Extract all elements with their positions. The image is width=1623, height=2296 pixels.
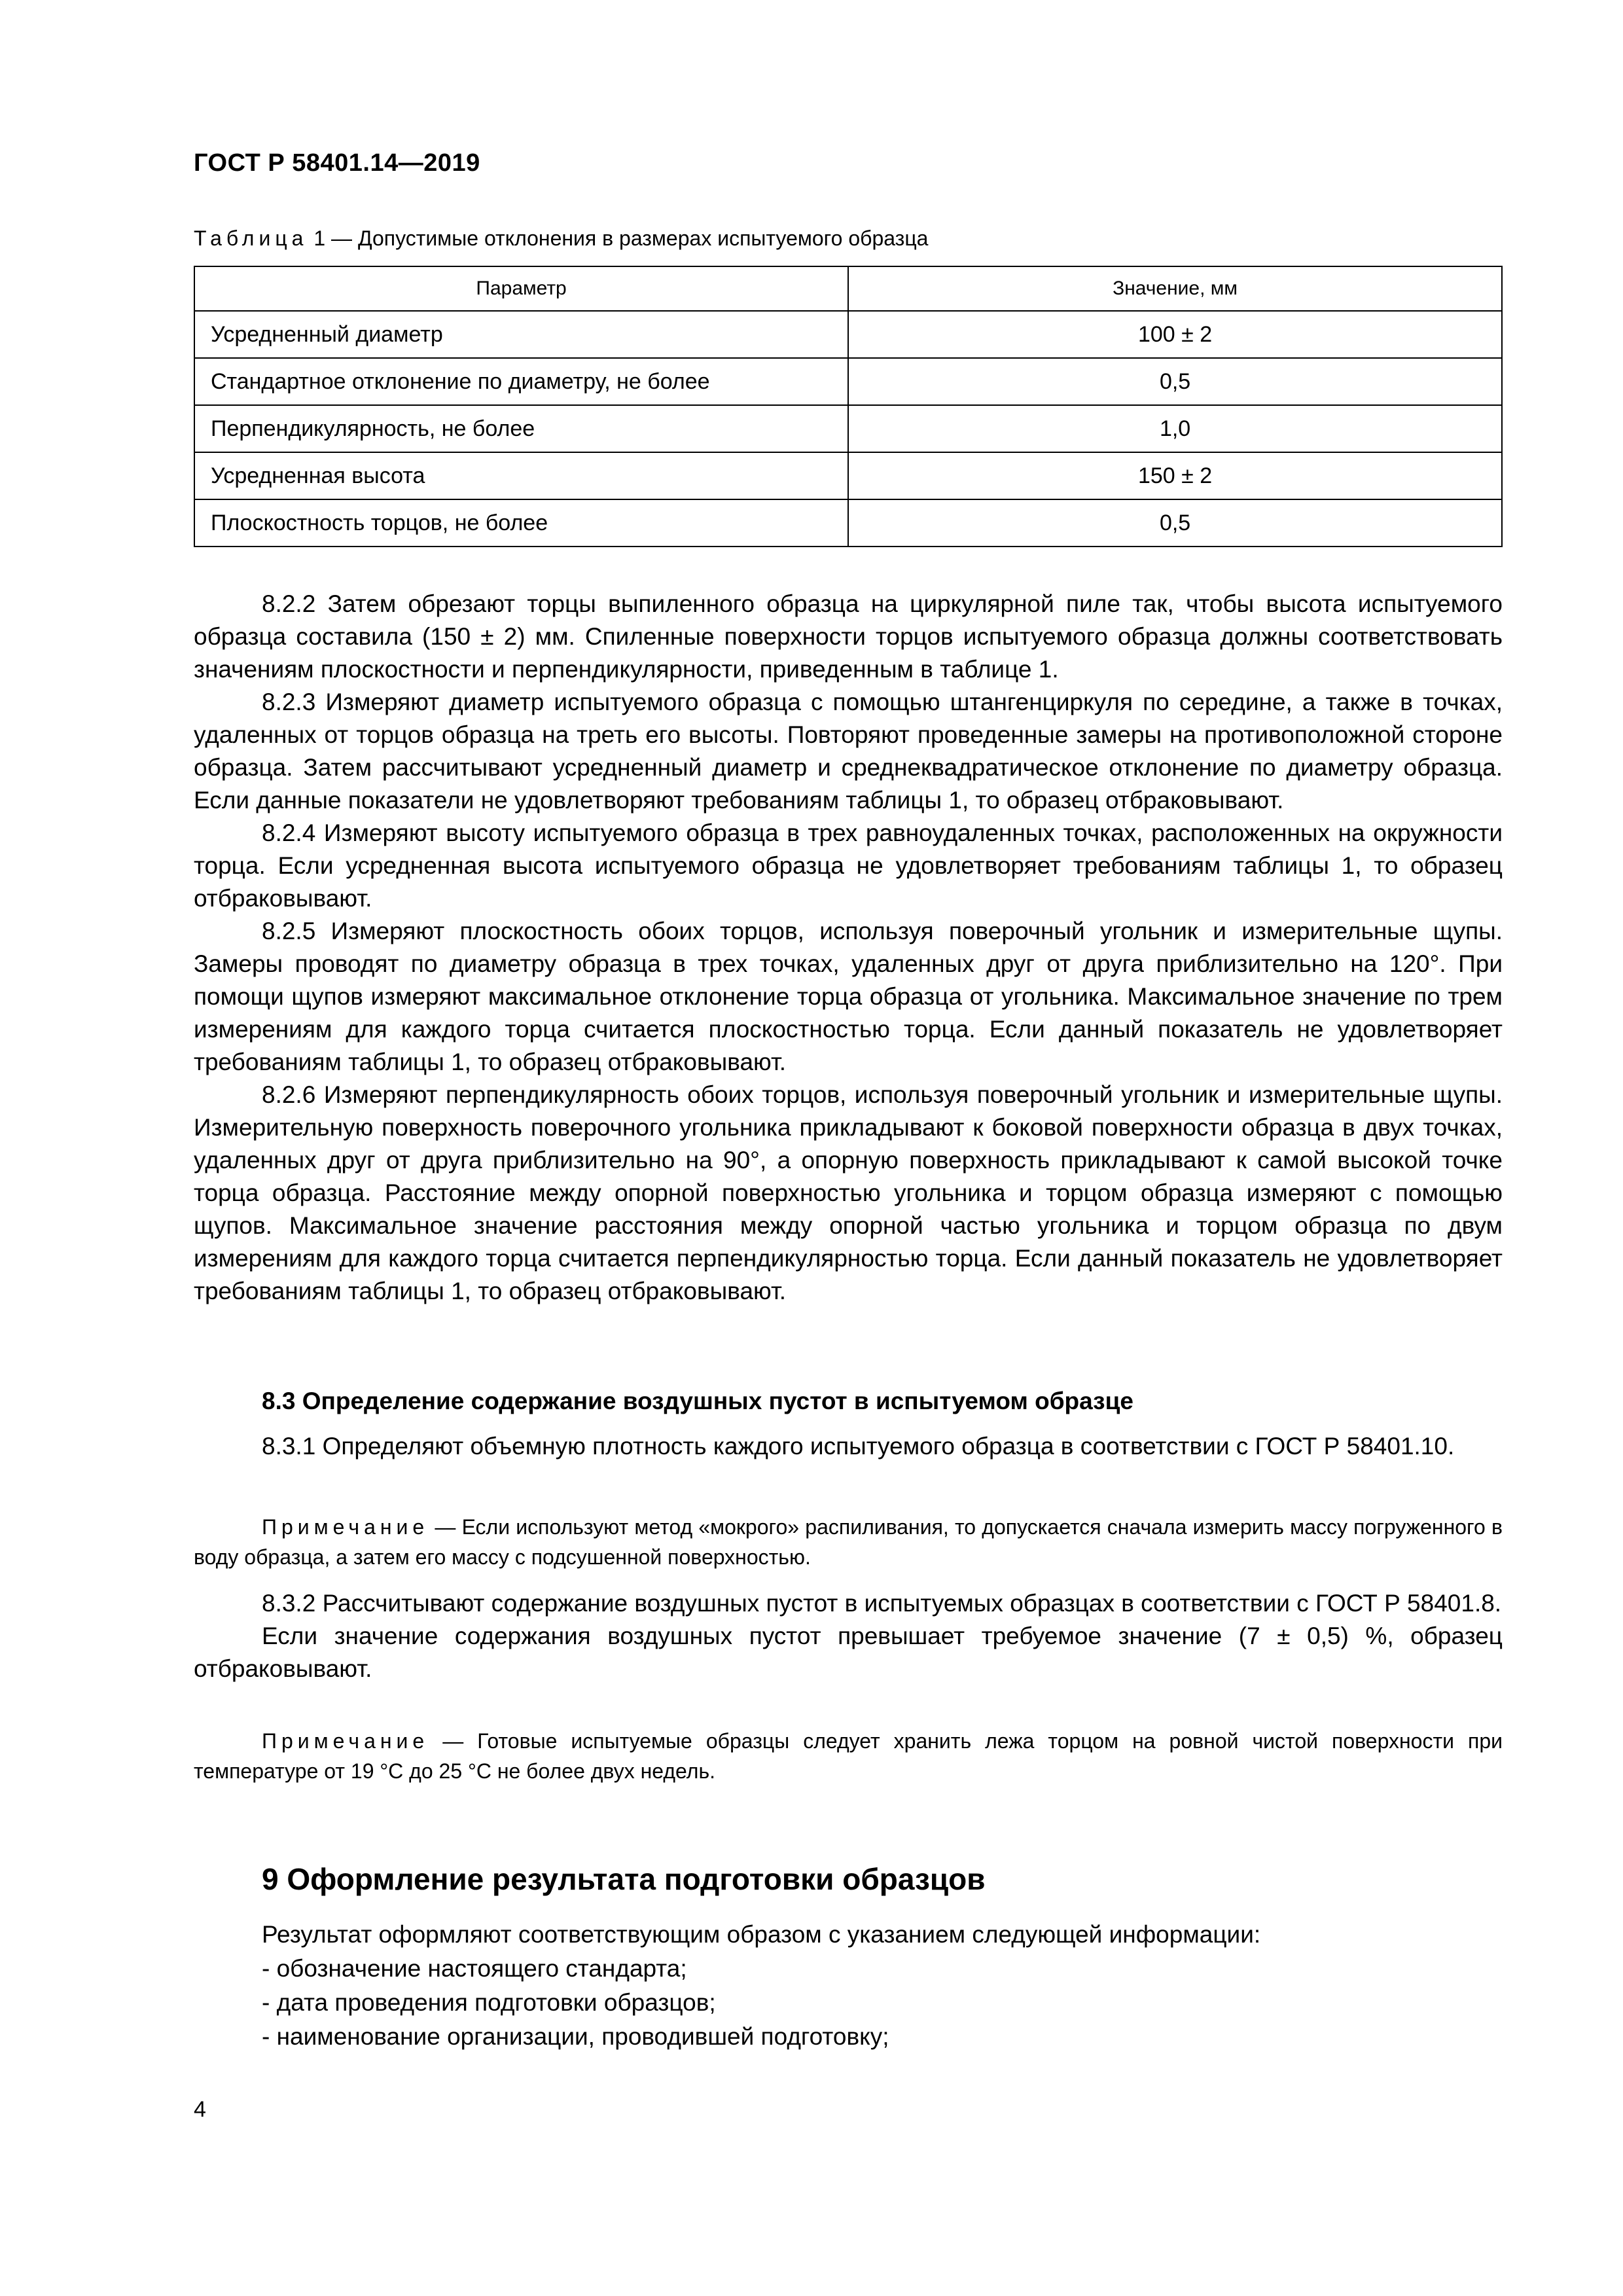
paragraph-8-3-2: 8.3.2 Рассчитывают содержание воздушных пустот в испытуемых образцах в соответствии с ГОСТ Р 58401.8. Если значение содержания воздушных пустот превышает требуемое значение (7 ± 0,5) %, образец отбраковывают. [194,1587,1503,1685]
list-item: - дата проведения подготовки образцов; [262,1989,716,2016]
table-cell-param: Перпендикулярность, не более [194,405,848,452]
table-cell-param: Стандартное отклонение по диаметру, не более [194,358,848,405]
table-row [194,452,1502,499]
table-caption-text: 1 — Допустимые отклонения в размерах испытуемого образца [308,226,929,250]
section-9-intro: Результат оформляют соответствующим образом с указанием следующей информации: [262,1921,1261,1948]
document-code: ГОСТ Р 58401.14—2019 [194,149,480,177]
note-1 [194,1512,1503,1572]
column-header-parameter: Параметр [194,266,848,311]
paragraph-8-3-2-continued: Если значение содержания воздушных пустот превышает требуемое значение (7 ± 0,5) %, образец отбраковывают. [194,1623,1503,1682]
section-9-content [262,1918,1260,2054]
section-8-2-text [194,588,1503,1308]
table-caption-label: Таблица [194,226,308,250]
section-8-3-heading: 8.3 Определение содержание воздушных пустот в испытуемом образце [262,1388,1133,1414]
list-item: - обозначение настоящего стандарта; [262,1955,687,1982]
note-2-label: Примечание [262,1729,429,1753]
table-caption [194,226,928,251]
table-row [194,311,1502,358]
table-cell-value: 0,5 [848,358,1502,405]
tolerances-table [194,266,1503,547]
note-2 [194,1726,1503,1786]
table-cell-value: 0,5 [848,499,1502,547]
table-cell-param: Усредненный диаметр [194,311,848,358]
table-header-row [194,266,1502,311]
table-row [194,358,1502,405]
table-cell-value: 150 ± 2 [848,452,1502,499]
paragraph-8-2-3: 8.2.3 Измеряют диаметр испытуемого образца с помощью штангенциркуля по середине, а также в точках, удаленных от торцов образца на треть его высоты. Повторяют проведенные замеры на противоположной стороне образца. Затем рассчитывают усредненный диаметр и среднеквадратическое отклонение по диаметру образца. Если данные показатели не удовлетворяют требованиям таблицы 1, то образец отбраковывают. [194,689,1503,814]
paragraph-8-2-5: 8.2.5 Измеряют плоскостность обоих торцов, используя поверочный угольник и измерительные щупы. Замеры проводят по диаметру образца в трех точках, удаленных друг от друга приблизительно на 120°. При помощи щупов измеряют максимальное отклонение торца образца от угольника. Максимальное значение по трем измерениям для каждого торца считается плоскостностью торца. Если данный показатель не удовлетворяет требованиям таблицы 1, то образец отбраковывают. [194,918,1503,1075]
page-number: 4 [194,2097,206,2122]
table-row [194,405,1502,452]
list-item: - наименование организации, проводившей подготовку; [262,2023,889,2050]
paragraph-8-2-2: 8.2.2 Затем обрезают торцы выпиленного образца на циркулярной пиле так, чтобы высота испытуемого образца составила (150 ± 2) мм. Спиленные поверхности торцов испытуемого образца должны соответствовать значениям плоскостности и перпендикулярности, приведенным в таблице 1. [194,590,1503,683]
paragraph-8-2-4: 8.2.4 Измеряют высоту испытуемого образца в трех равноудаленных точках, расположенных на окружности торца. Если усредненная высота испытуемого образца не удовлетворяет требованиям таблицы 1, то образец отбраковывают. [194,819,1503,912]
paragraph-8-3-1: 8.3.1 Определяют объемную плотность каждого испытуемого образца в соответствии с ГОСТ Р 58401.10. [262,1433,1455,1460]
table-cell-value: 100 ± 2 [848,311,1502,358]
section-9-heading: 9 Оформление результата подготовки образцов [262,1862,986,1896]
table-cell-param: Усредненная высота [194,452,848,499]
info-list [262,1952,1260,2054]
note-1-label: Примечание [262,1515,429,1539]
column-header-value: Значение, мм [848,266,1502,311]
table-cell-value: 1,0 [848,405,1502,452]
note-1-text: — Если используют метод «мокрого» распиливания, то допускается сначала измерить массу погруженного в воду образца, а затем его массу с подсушенной поверхностью. [194,1515,1503,1569]
table-cell-param: Плоскостность торцов, не более [194,499,848,547]
note-2-text: — Готовые испытуемые образцы следует хранить лежа торцом на ровной чистой поверхности при температуре от 19 °С до 25 °С не более двух недель. [194,1729,1503,1783]
paragraph-8-2-6: 8.2.6 Измеряют перпендикулярность обоих торцов, используя поверочный угольник и измерительные щупы. Измерительную поверхность поверочного угольника прикладывают к боковой поверхности образца в двух точках, удаленных друг от друга приблизительно на 90°, а опорную поверхность прикладывают к самой высокой точке торца образца. Расстояние между опорной поверхностью угольника и торцом образца измеряют с помощью щупов. Максимальное значение расстояния между опорной частью угольника и торцом образца по двум измерениям для каждого торца считается перпендикулярностью торца. Если данный показатель не удовлетворяет требованиям таблицы 1, то образец отбраковывают. [194,1081,1503,1304]
table-row [194,499,1502,547]
